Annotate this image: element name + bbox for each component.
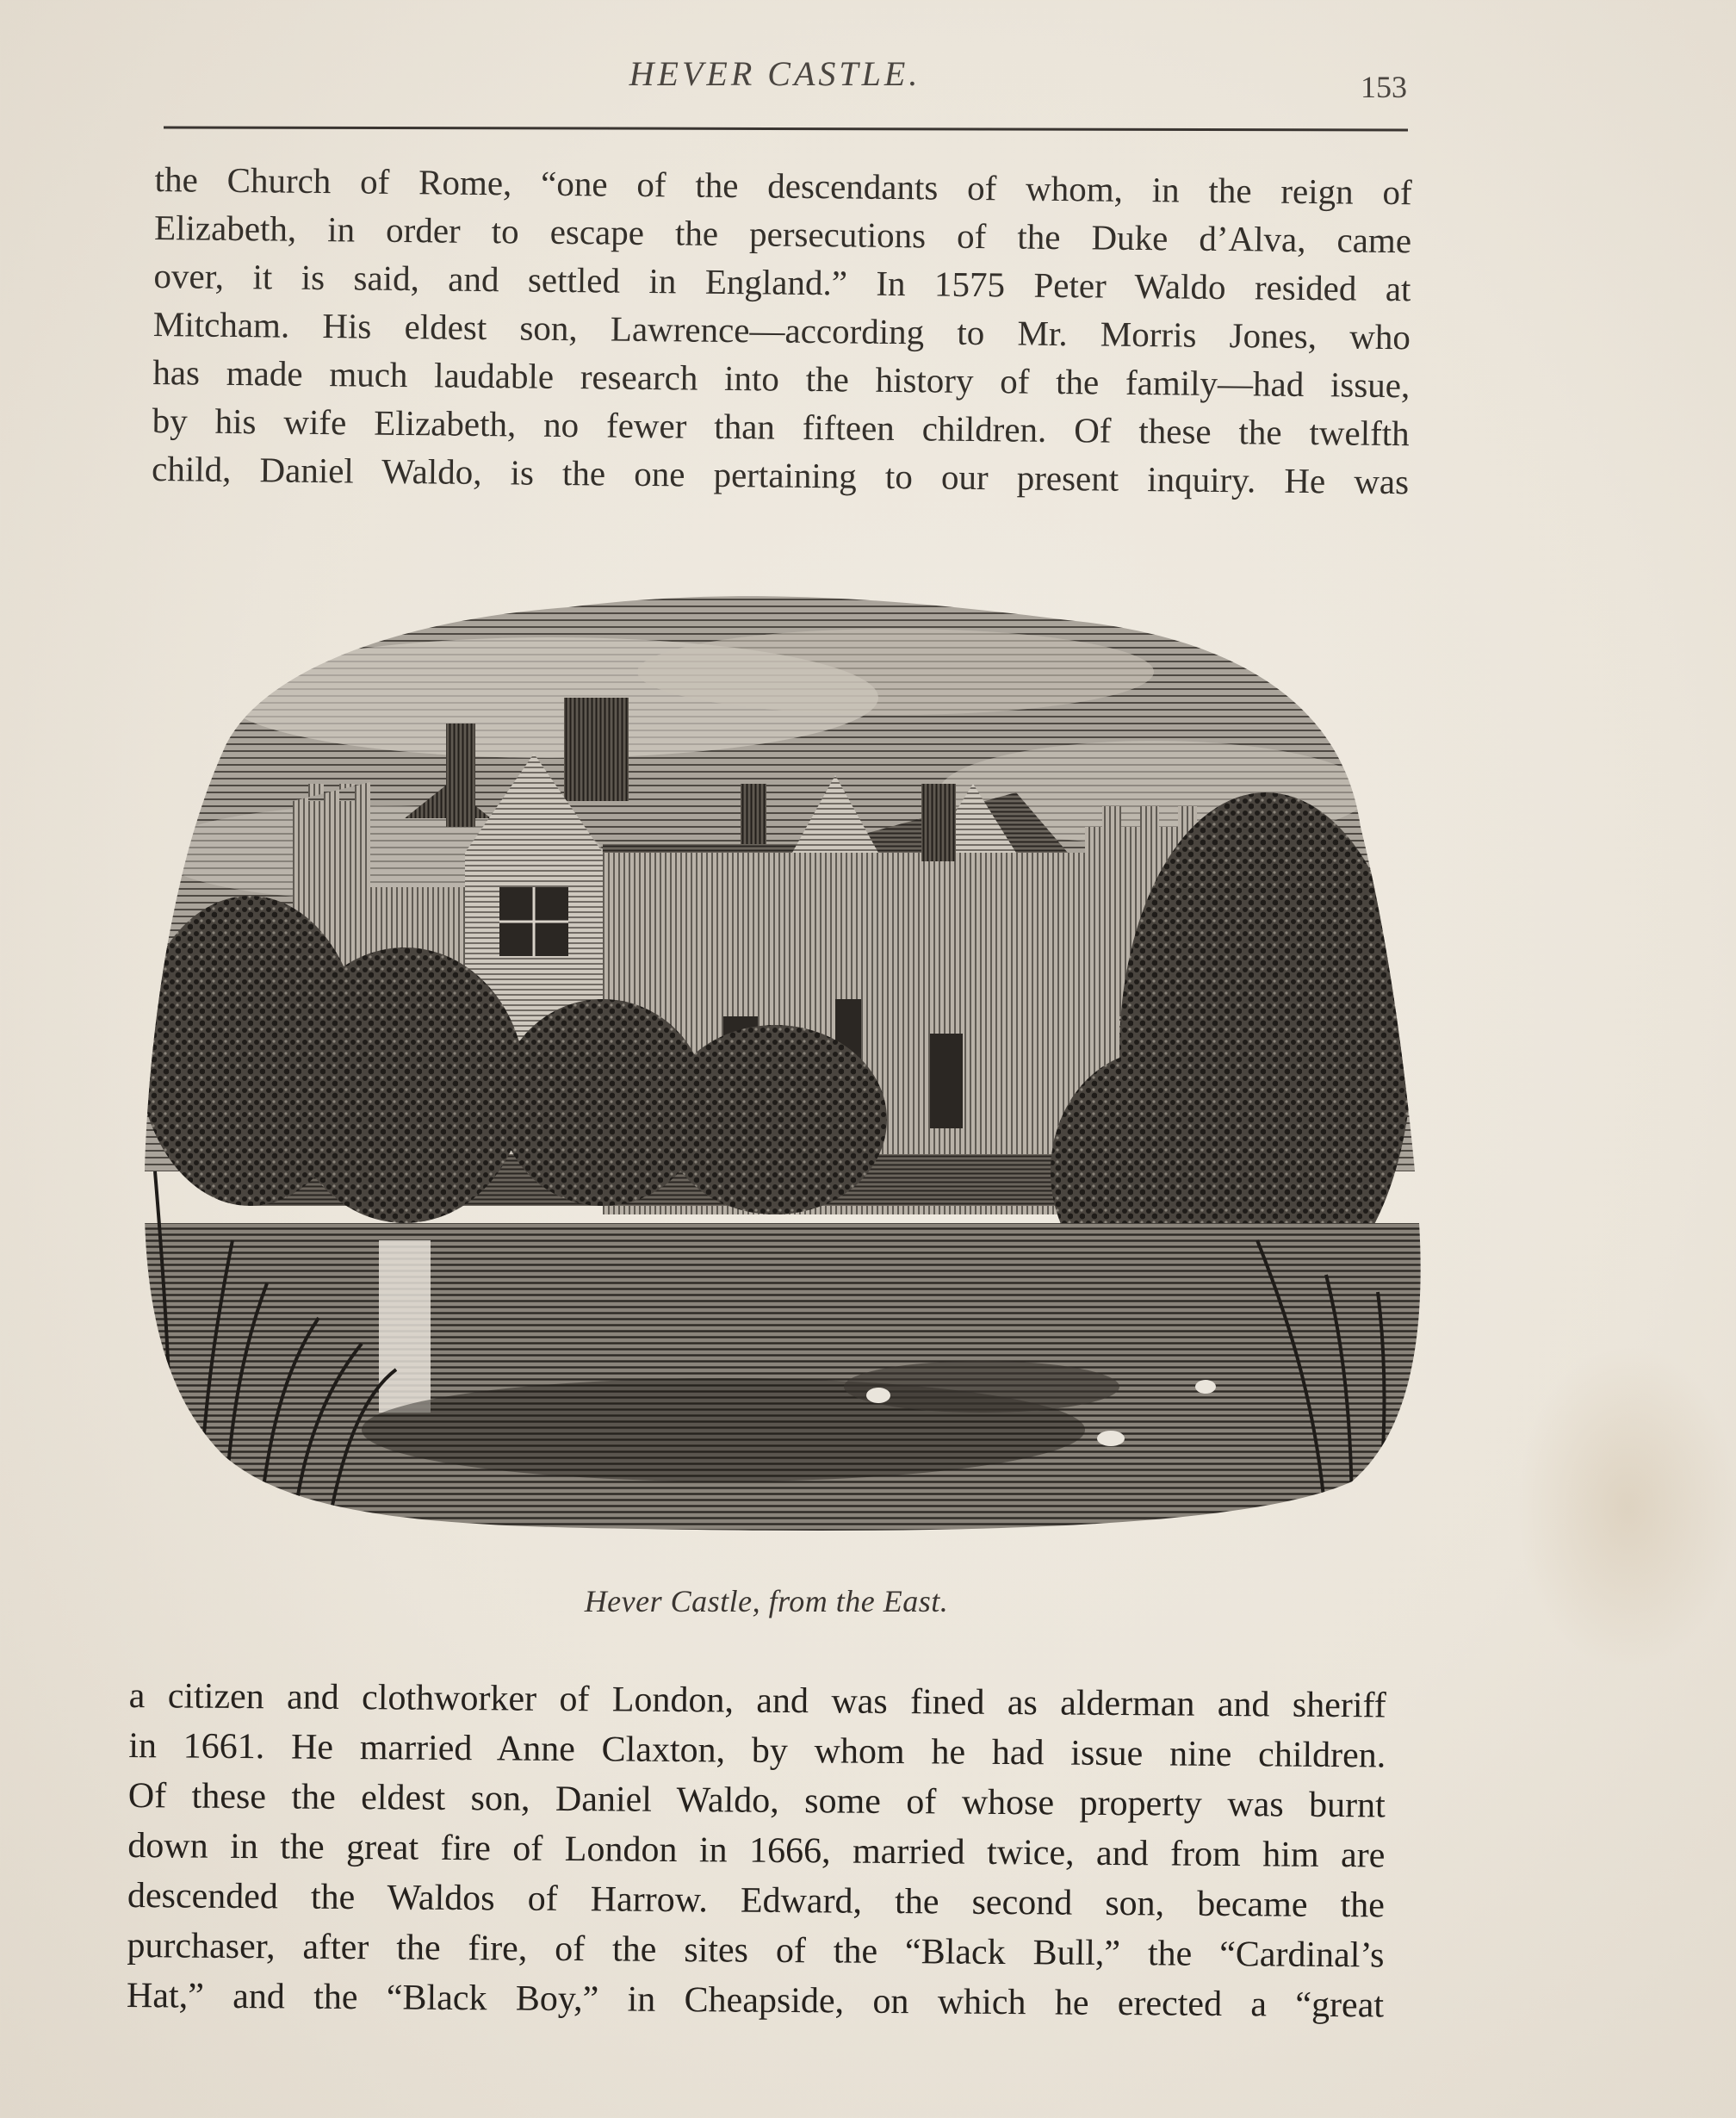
text-line: down in the great fire of London in 1666, married twice, and from him are xyxy=(127,1825,1386,1876)
paper-stain xyxy=(1516,1344,1736,1671)
header-rule xyxy=(164,126,1408,131)
running-title: HEVER CASTLE. xyxy=(629,54,921,93)
text-line: in 1661. He married Anne Claxton, by whom he had issue nine children. xyxy=(128,1725,1386,1776)
text-line: Hat,” and the “Black Boy,” in Cheapside, on which he erected a “great xyxy=(126,1975,1385,2026)
text-line: a citizen and clothworker of London, and was fined as alderman and sheriff xyxy=(128,1675,1386,1726)
text-line: has made much laudable research into the history of the family—had issue, xyxy=(152,351,1410,406)
text-line: Mitcham. His eldest son, Lawrence—according to Mr. Morris Jones, who xyxy=(152,303,1411,357)
paragraph-top xyxy=(152,155,1412,506)
text-line: Of these the eldest son, Daniel Waldo, some of whose property was burnt xyxy=(127,1775,1386,1826)
text-line: Elizabeth, in order to escape the persecutions of the Duke d’Alva, came xyxy=(153,207,1412,261)
text-line: the Church of Rome, “one of the descendants of whom, in the reign of xyxy=(154,158,1412,213)
engraving-illustration xyxy=(121,568,1438,1542)
text-line: child, Daniel Waldo, is the one pertaining to our present inquiry. He was xyxy=(151,448,1410,502)
text-line: by his wife Elizabeth, no fewer than fifteen children. Of these the twelfth xyxy=(152,400,1410,454)
figure-caption: Hever Castle, from the East. xyxy=(584,1584,949,1618)
engraving-hever-castle xyxy=(121,568,1438,1542)
page-number: 153 xyxy=(1361,70,1407,104)
text-line: over, it is said, and settled in England.” In 1575 Peter Waldo resided at xyxy=(153,255,1411,309)
paragraph-bottom xyxy=(127,1671,1386,2030)
text-line: purchaser, after the fire, of the sites of the “Black Bull,” the “Cardinal’s xyxy=(127,1925,1385,1976)
text-line: descended the Waldos of Harrow. Edward, the second son, became the xyxy=(127,1875,1386,1926)
